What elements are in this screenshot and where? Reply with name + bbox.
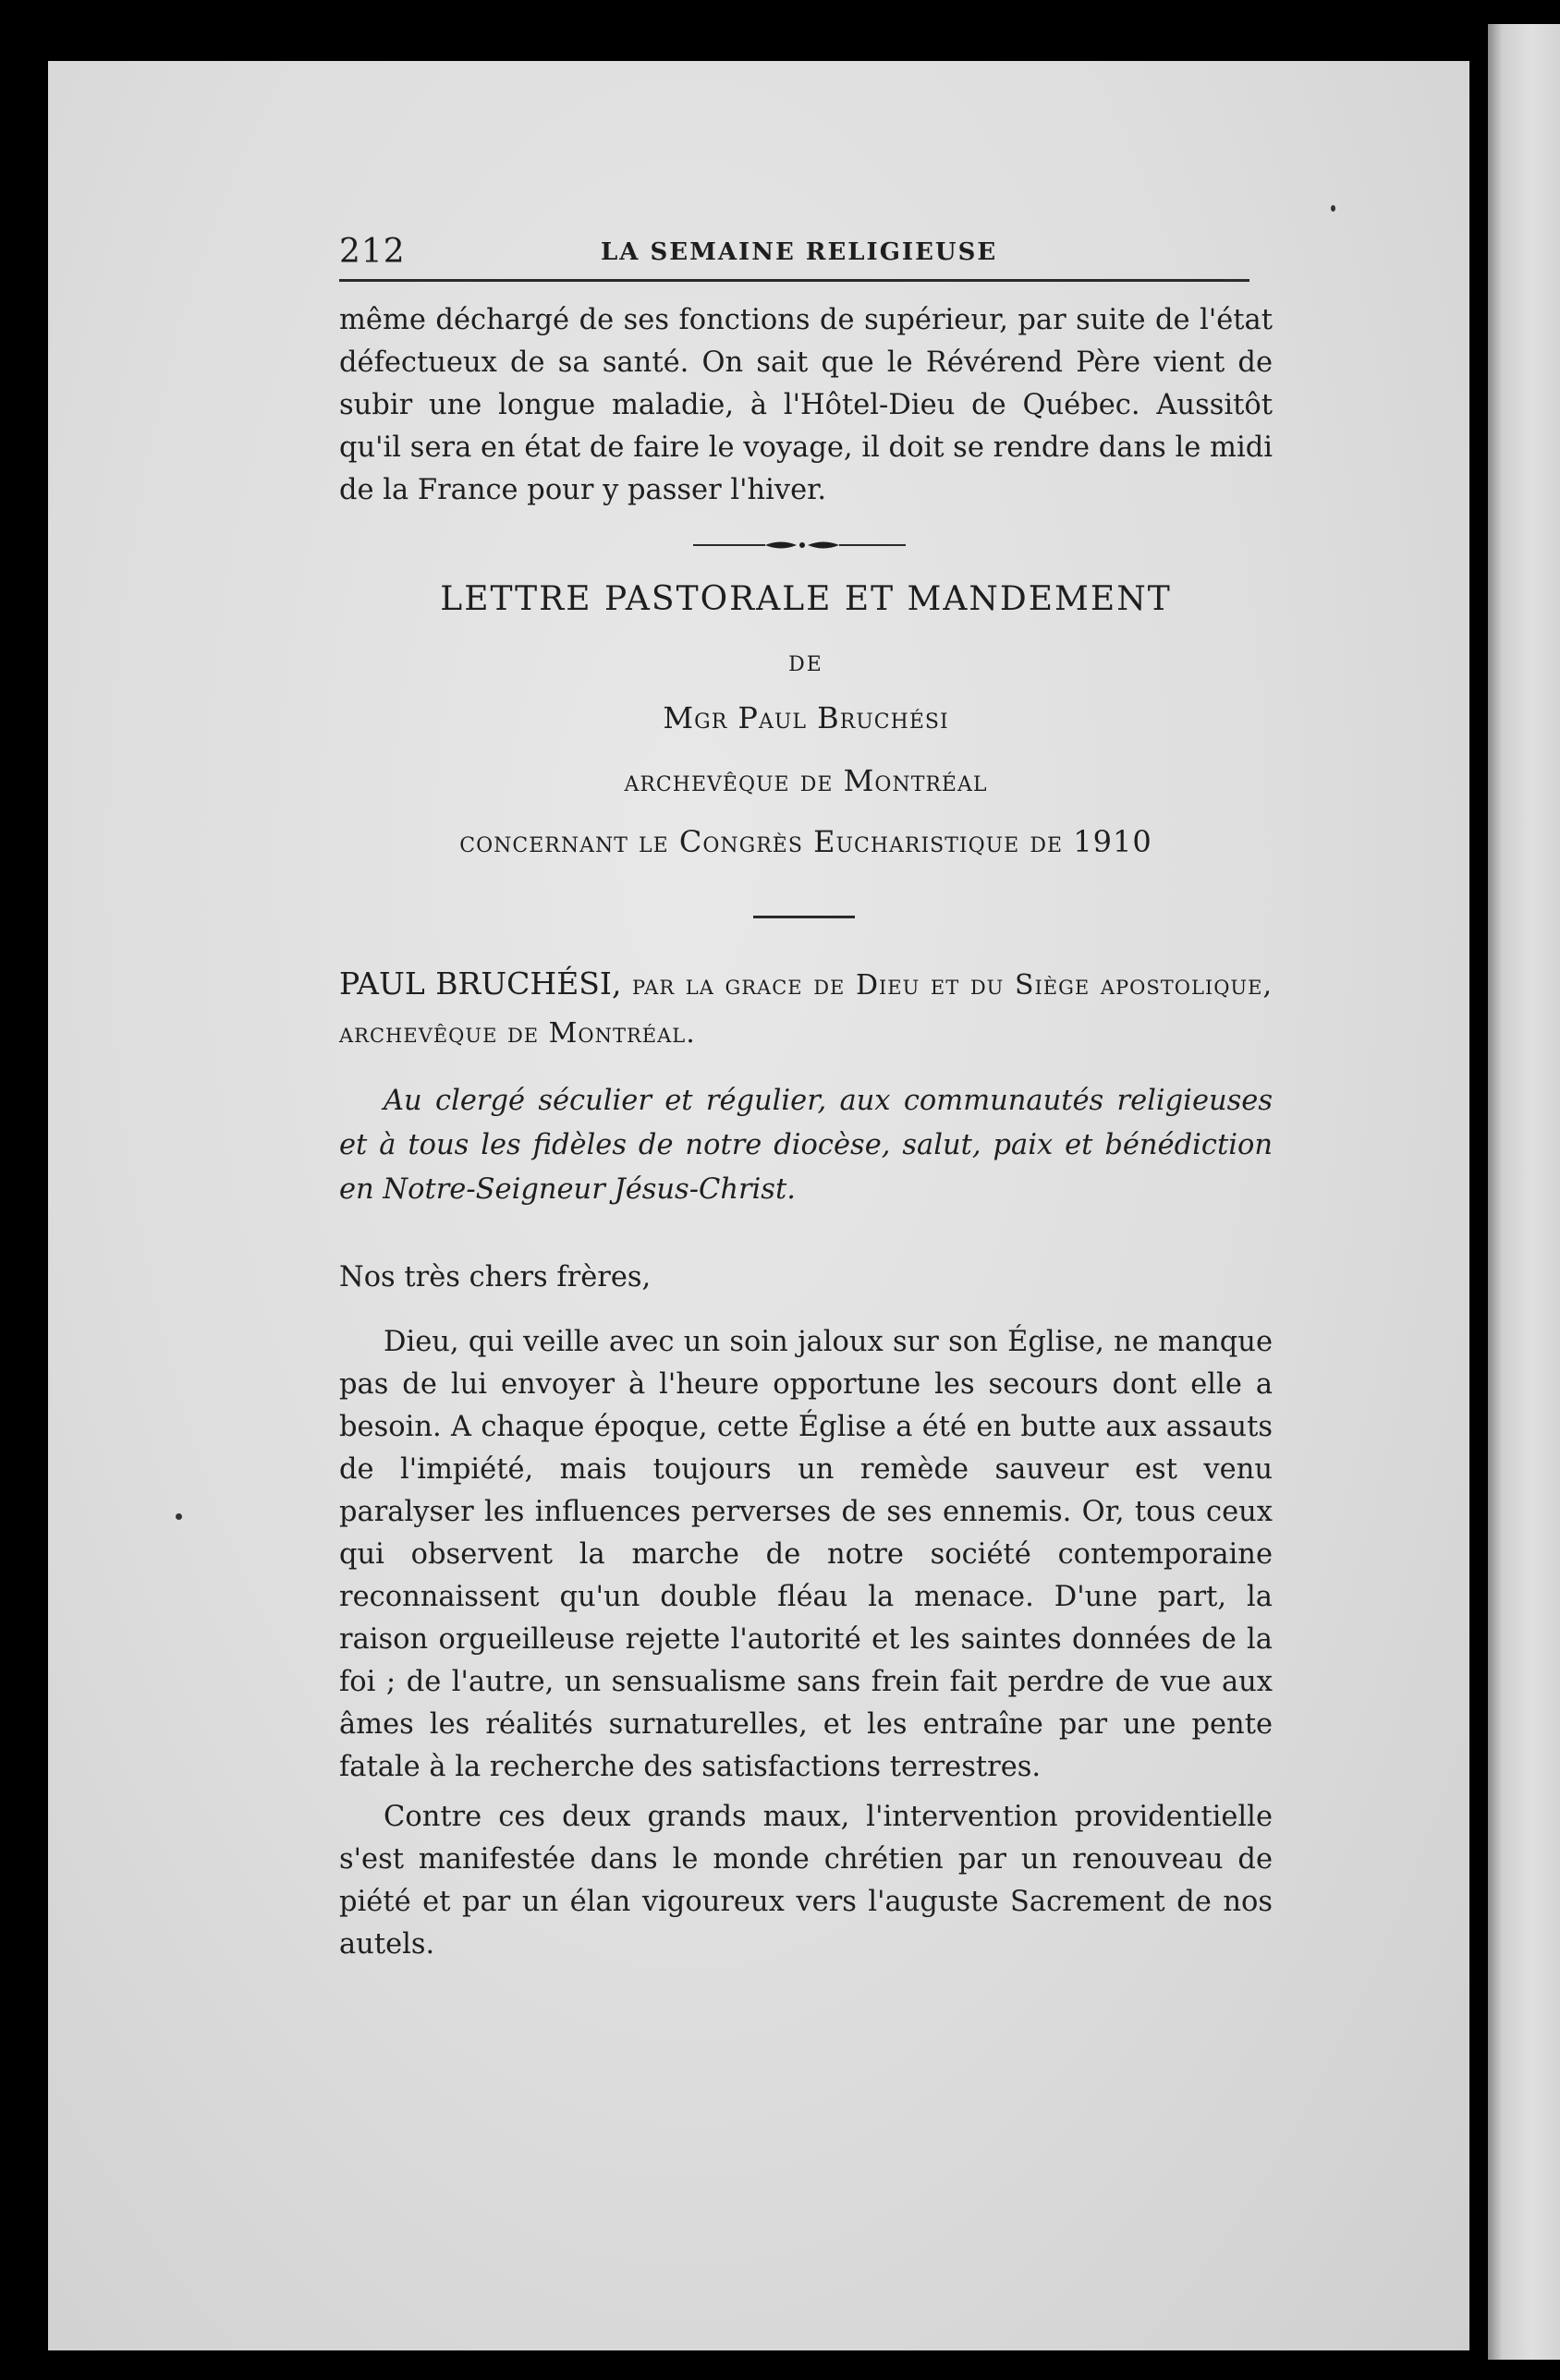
scan-speck xyxy=(176,1513,182,1520)
author-name: PAUL BRUCHÉSI, xyxy=(339,965,622,1002)
title-author: Mgr Paul Bruchési xyxy=(663,700,949,735)
ornament-divider xyxy=(693,536,906,554)
body-paragraph-2: Contre ces deux grands maux, l'intervention providentielle s'est manifestée dans le monde chrétien par un renouveau de piété et par un élan vigoureux vers l'auguste Sacrement de nos autels. xyxy=(339,1801,1273,1961)
running-title: LA SEMAINE RELIGIEUSE xyxy=(601,238,998,266)
facing-page-edge xyxy=(1488,24,1560,2360)
intro-paragraph: même déchargé de ses fonctions de supérieur, par suite de l'état défectueux de sa santé. On sait que le Révérend Père vient de subir une longue maladie, à l'Hôtel-Dieu de Québec. Aussitôt qu'il sera en état de faire le voyage, il doit se rendre dans le midi de la France pour y passer l'hiver. xyxy=(339,304,1273,506)
body-paragraph-1: Dieu, qui veille avec un soin jaloux sur son Église, ne manque pas de lui envoyer à l'heure opportune les secours dont elle a besoin. A chaque époque, cette Église a été en butte aux assauts de l'impiété, mais toujours un remède sauveur est venu paralyser les influences perverses de ses ennemis. Or, tous ceux qui observent la marche de notre société contemporaine reconnaissent qu'un double fléau la menace. D'une part, la raison orgueilleuse rejette l'autorité et les saintes données de la foi ; de l'autre, un sensualisme sans frein fait perdre de vue aux âmes les réalités surnaturelles, et les entraîne par une pente fatale à la recherche des satisfactions terrestres. xyxy=(339,1326,1273,1783)
title-de: DE xyxy=(788,653,823,676)
author-line xyxy=(339,961,1273,1057)
running-head xyxy=(339,233,1263,270)
scan-speck xyxy=(1331,205,1335,212)
author-titles: par la grace de Dieu et du Siège apostolique, archevêque de Montréal. xyxy=(339,969,1273,1050)
scan-gutter xyxy=(1469,0,1488,2380)
section-rule xyxy=(753,916,855,918)
title-subject: concernant le Congrès Eucharistique de 1910 xyxy=(459,824,1152,859)
page-number: 212 xyxy=(339,233,406,271)
salutation: Nos très chers frères, xyxy=(339,1261,652,1293)
header-rule xyxy=(339,279,1249,282)
address-paragraph: Au clergé séculier et régulier, aux communautés religieuses et à tous les fidèles de notre diocèse, salut, paix et bénédiction en Notre-Seigneur Jésus-Christ. xyxy=(339,1085,1273,1206)
title-office: archevêque de Montréal xyxy=(624,763,988,798)
document-title: LETTRE PASTORALE ET MANDEMENT xyxy=(440,580,1172,618)
